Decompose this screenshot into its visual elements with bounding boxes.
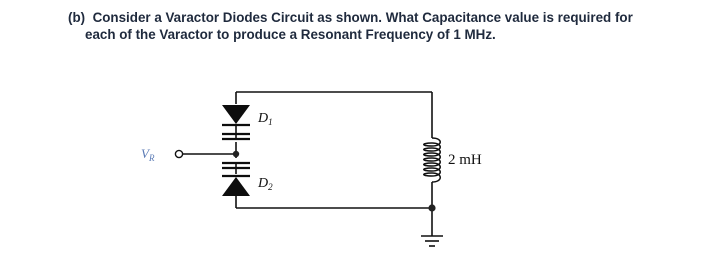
d1-label [257,111,273,127]
d1-symbol: D [258,111,269,126]
vr-subscript: R [148,153,155,163]
inductor-label: 2 mH [448,152,482,168]
bottom-node-dot [428,204,435,211]
vr-label [141,146,155,163]
d1-triangle [222,105,250,124]
varactor-d1 [222,105,250,139]
vr-terminal [175,150,182,157]
question-line-2: each of the Varactor to produce a Resonant Frequency of 1 MHz. [85,27,496,42]
d2-label [257,176,273,192]
question-line-1: Consider a Varactor Diodes Circuit as shown. What Capacitance value is required for [92,10,633,25]
vr-symbol: V [141,146,149,161]
varactor-d2 [222,163,250,196]
question-marker: (b) [68,10,86,25]
ground-symbol [421,236,443,246]
d1-subscript: 1 [268,117,273,127]
middle-node-dot [233,151,239,157]
d2-triangle [222,177,250,196]
inductor-coil [424,138,441,182]
d2-subscript: 2 [268,182,273,192]
circuit-wires [183,92,432,236]
d2-symbol: D [258,176,269,191]
